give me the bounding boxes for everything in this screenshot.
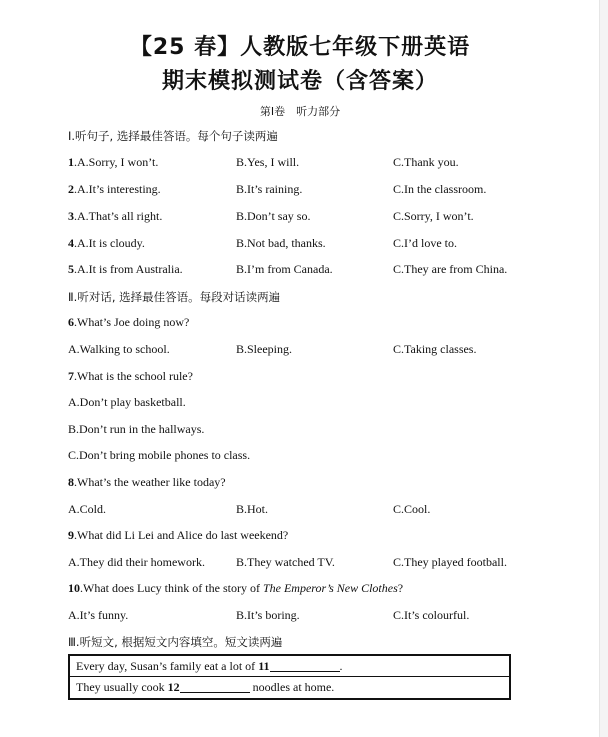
q6-stem-text: .What’s Joe doing now? [74,315,190,329]
q10-option-c: C.It’s colourful. [393,608,470,622]
section-3-heading: Ⅲ.听短文, 根据短文内容填空。短文读两遍 [68,635,283,649]
fill-in-table [68,654,511,700]
blank-12-field[interactable] [180,679,250,693]
q4-option-a [68,236,145,251]
q3-option-b: B.Don’t say so. [236,209,311,223]
q7-stem-text: .What is the school rule? [74,369,193,383]
q10-stem [68,581,403,596]
q8-number: 8 [68,475,74,489]
q10-number: 10 [68,581,80,595]
q6-option-b: B.Sleeping. [236,342,292,356]
blank-12-number: 12 [167,680,180,694]
fill-in-row-2 [70,677,509,698]
q3-a-text: .A.That’s all right. [74,209,163,223]
q2-option-c: C.In the classroom. [393,182,487,196]
q5-option-b: B.I’m from Canada. [236,262,333,276]
q6-option-a: A.Walking to school. [68,342,170,356]
q1-option-a [68,155,158,170]
q7-option-c: C.Don’t bring mobile phones to class. [68,448,251,462]
document-title-line-2: 期末模拟测试卷（含答案） [161,69,438,94]
q8-stem [68,475,226,490]
q10-option-b: B.It’s boring. [236,608,300,622]
q8-option-b: B.Hot. [236,502,269,516]
scrollbar-track[interactable] [599,0,608,737]
q8-option-c: C.Cool. [393,502,431,516]
q9-option-c: C.They played football. [393,555,507,569]
q2-option-b: B.It’s raining. [236,182,303,196]
q9-option-a: A.They did their homework. [68,555,205,569]
q6-number: 6 [68,315,74,329]
q3-number: 3 [68,209,74,223]
q3-option-a [68,209,162,224]
document-title-line-1: 【25 春】人教版七年级下册英语 [129,35,471,60]
q9-stem-text: .What did Li Lei and Alice do last weekend? [74,528,289,542]
q5-option-c: C.They are from China. [393,262,508,276]
blank-11-field[interactable] [270,658,340,672]
part-heading: 第Ⅰ卷 听力部分 [259,105,341,118]
q1-option-c: C.Thank you. [393,155,459,169]
q2-option-a [68,182,161,197]
q9-number: 9 [68,528,74,542]
q7-number: 7 [68,369,74,383]
q6-stem [68,315,189,330]
q4-option-c: C.I’d love to. [393,236,457,250]
section-1-heading: Ⅰ.听句子, 选择最佳答语。每个句子读两遍 [68,129,278,143]
q5-a-text: .A.It is from Australia. [74,262,183,276]
q8-option-a: A.Cold. [68,502,107,516]
blank-11-number: 11 [258,659,270,673]
q7-option-b: B.Don’t run in the hallways. [68,422,205,436]
q4-a-text: .A.It is cloudy. [74,236,145,250]
section-2-heading: Ⅱ.听对话, 选择最佳答语。每段对话读两遍 [68,290,281,304]
q9-option-b: B.They watched TV. [236,555,335,569]
row1-text: Every day, Susan’s family eat a lot of [76,659,259,673]
row2-text: They usually cook [76,680,168,694]
q8-stem-text: .What’s the weather like today? [74,475,226,489]
q2-a-text: .A.It’s interesting. [74,182,161,196]
q10-stem-text: .What does Lucy think of the story of [80,581,263,595]
q3-option-c: C.Sorry, I won’t. [393,209,474,223]
q6-option-c: C.Taking classes. [393,342,477,356]
q10-option-a: A.It’s funny. [68,608,129,622]
q10-story-title: The Emperor’s New Clothes [262,581,398,595]
q5-number: 5 [68,262,74,276]
row1-end: . [339,659,343,673]
q1-a-text: .A.Sorry, I won’t. [74,155,159,169]
q1-number: 1 [68,155,74,169]
fill-in-row-1 [70,656,509,677]
q2-number: 2 [68,182,74,196]
row2-end: noodles at home. [249,680,335,694]
q5-option-a [68,262,183,277]
q1-option-b: B.Yes, I will. [236,155,300,169]
q9-stem [68,528,288,543]
q4-option-b: B.Not bad, thanks. [236,236,326,250]
q7-stem [68,369,193,384]
q10-stem-end: ? [397,581,404,595]
q7-option-a: A.Don’t play basketball. [68,395,186,409]
q4-number: 4 [68,236,74,250]
